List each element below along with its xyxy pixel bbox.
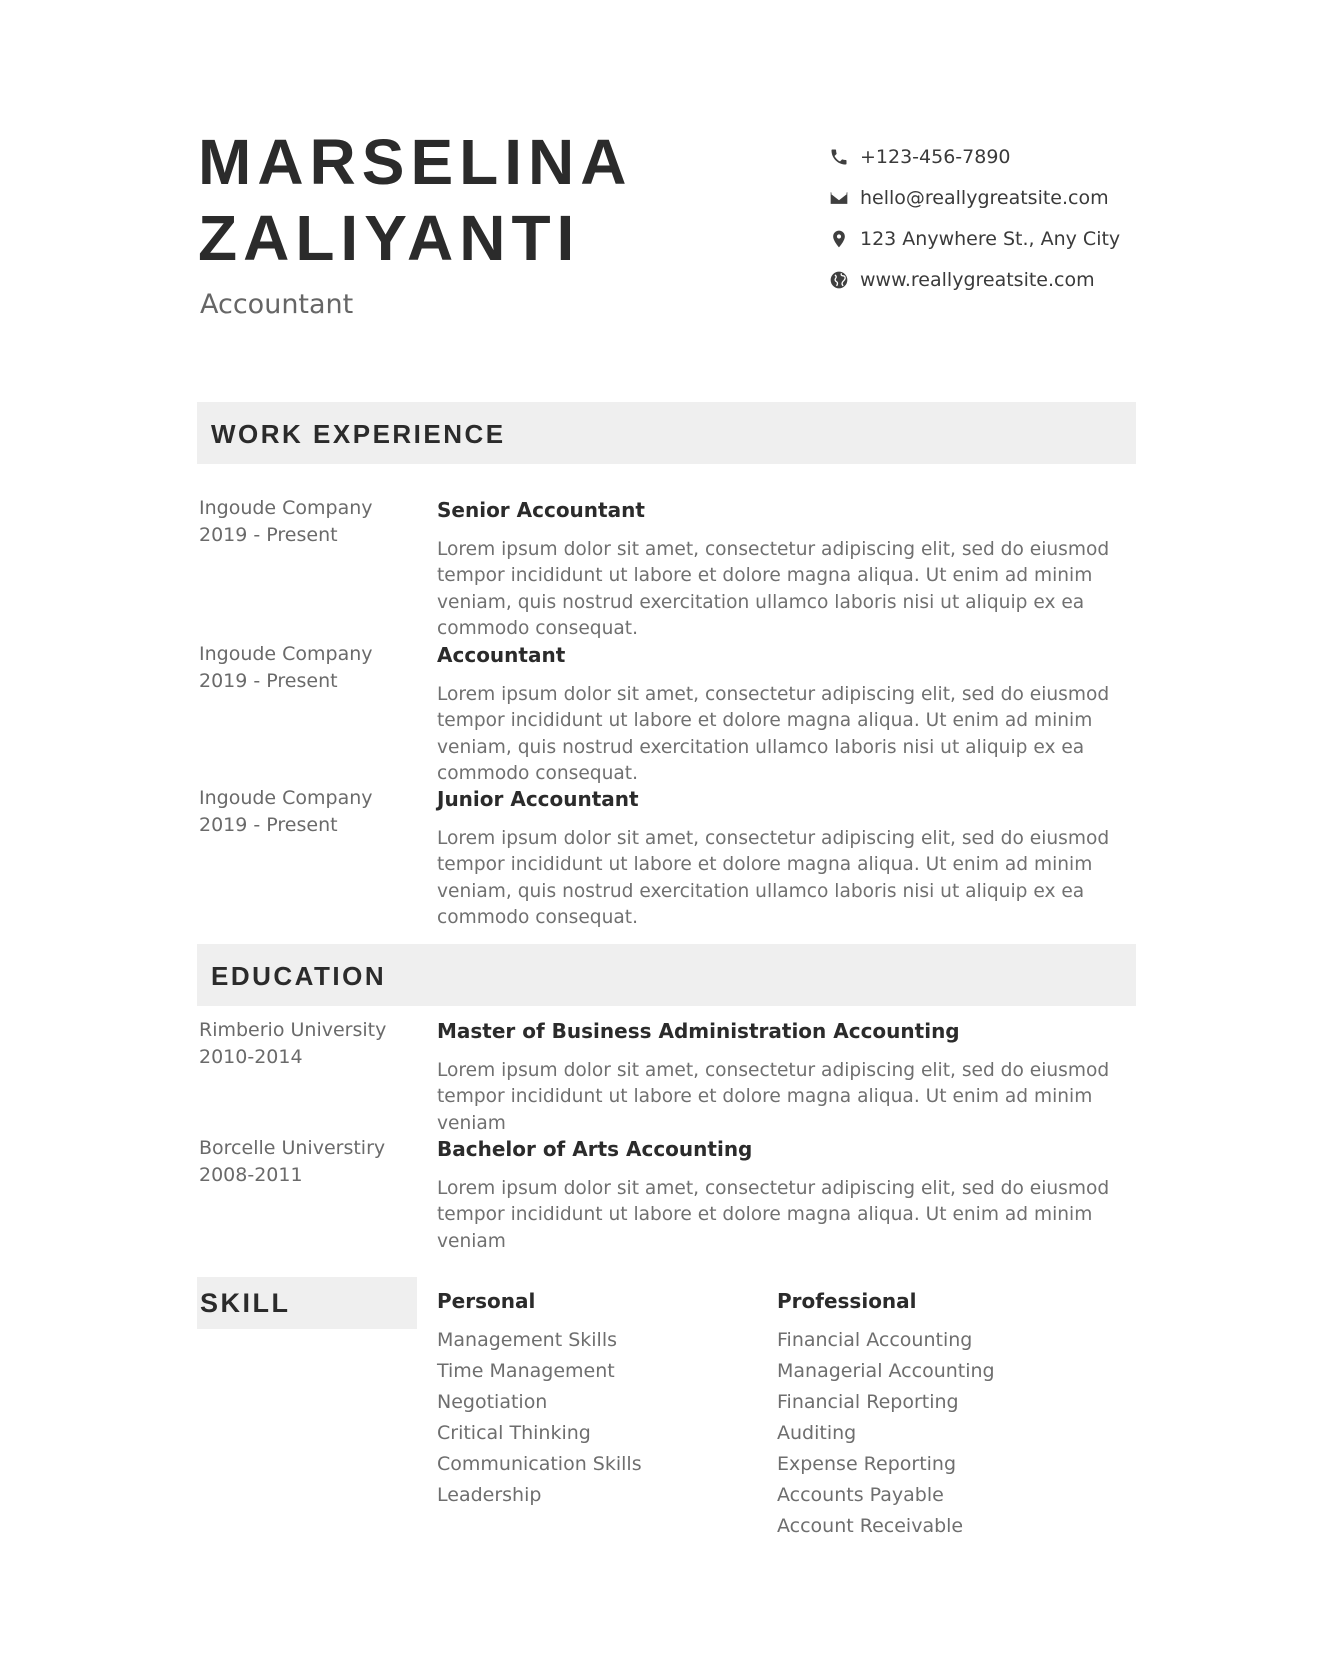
list-item: Auditing — [777, 1422, 857, 1444]
list-item: Time Management — [437, 1360, 615, 1382]
list-item: Critical Thinking — [437, 1422, 591, 1444]
first-name: MARSELINA — [198, 126, 633, 198]
position-description: Lorem ipsum dolor sit amet, consectetur adipiscing elit, sed do eiusmod tempor incididunt ut labore et dolore magna aliqua. Ut enim ad minim veniam, quis nostrud exercitation ullamco laboris nisi ut aliquip ex ea commodo consequat. — [437, 539, 1110, 639]
school-name: Rimberio University — [199, 1019, 387, 1041]
degree-description: Lorem ipsum dolor sit amet, consectetur adipiscing elit, sed do eiusmod tempor incididunt ut labore et dolore magna aliqua. Ut enim ad minim veniam — [437, 1060, 1110, 1134]
globe-icon — [828, 269, 850, 291]
list-item: Managerial Accounting — [777, 1360, 995, 1382]
list-item: Financial Reporting — [777, 1391, 959, 1413]
contact-email — [828, 177, 1248, 218]
education-period: 2010-2014 — [199, 1046, 303, 1068]
work-period: 2019 - Present — [199, 524, 338, 546]
contact-phone — [828, 136, 1248, 177]
personal-skills-title: Personal — [437, 1289, 536, 1313]
work-period: 2019 - Present — [199, 670, 338, 692]
work-entry-meta — [199, 785, 373, 839]
degree-title: Master of Business Administration Accounting — [437, 1019, 960, 1043]
phone-icon — [828, 146, 850, 168]
last-name: ZALIYANTI — [198, 202, 581, 274]
contact-text[interactable]: +123-456-7890 — [860, 145, 1011, 168]
list-item: Communication Skills — [437, 1453, 642, 1475]
contact-text: 123 Anywhere St., Any City — [860, 227, 1121, 250]
degree-description: Lorem ipsum dolor sit amet, consectetur adipiscing elit, sed do eiusmod tempor incididunt ut labore et dolore magna aliqua. Ut enim ad minim veniam — [437, 1178, 1110, 1252]
education-period: 2008-2011 — [199, 1164, 303, 1186]
degree-title: Bachelor of Arts Accounting — [437, 1137, 753, 1161]
position-title: Junior Accountant — [437, 787, 639, 811]
position-title: Accountant — [437, 643, 566, 667]
email-icon — [828, 187, 850, 209]
work-section-title: WORK EXPERIENCE — [211, 419, 506, 449]
position-description: Lorem ipsum dolor sit amet, consectetur adipiscing elit, sed do eiusmod tempor incididunt ut labore et dolore magna aliqua. Ut enim ad minim veniam, quis nostrud exercitation ullamco laboris nisi ut aliquip ex ea commodo consequat. — [437, 684, 1110, 784]
location-icon — [828, 228, 850, 250]
position-description: Lorem ipsum dolor sit amet, consectetur adipiscing elit, sed do eiusmod tempor incididunt ut labore et dolore magna aliqua. Ut enim ad minim veniam, quis nostrud exercitation ullamco laboris nisi ut aliquip ex ea commodo consequat. — [437, 828, 1110, 928]
education-entry-meta — [199, 1017, 386, 1071]
contact-address — [828, 218, 1248, 259]
job-role: Accountant — [200, 289, 354, 320]
skill-section-title: SKILL — [200, 1288, 291, 1318]
contact-list — [828, 136, 1248, 300]
list-item: Account Receivable — [777, 1515, 964, 1537]
work-period: 2019 - Present — [199, 814, 338, 836]
work-entry-meta — [199, 495, 373, 549]
list-item: Management Skills — [437, 1329, 617, 1351]
personal-skills-list — [437, 1325, 642, 1511]
full-name — [198, 124, 632, 276]
education-section-title: EDUCATION — [211, 961, 387, 991]
position-title: Senior Accountant — [437, 498, 645, 522]
education-entry-meta — [199, 1135, 385, 1189]
contact-text[interactable]: www.reallygreatsite.com — [860, 268, 1095, 291]
work-entry-meta — [199, 641, 373, 695]
list-item: Expense Reporting — [777, 1453, 957, 1475]
professional-skills-list — [777, 1325, 995, 1542]
contact-website — [828, 259, 1248, 300]
company-name: Ingoude Company — [199, 497, 373, 519]
contact-text[interactable]: hello@reallygreatsite.com — [860, 186, 1109, 209]
company-name: Ingoude Company — [199, 787, 373, 809]
list-item: Financial Accounting — [777, 1329, 973, 1351]
company-name: Ingoude Company — [199, 643, 373, 665]
list-item: Leadership — [437, 1484, 542, 1506]
list-item: Accounts Payable — [777, 1484, 944, 1506]
school-name: Borcelle Universtiry — [199, 1137, 386, 1159]
professional-skills-title: Professional — [777, 1289, 917, 1313]
list-item: Negotiation — [437, 1391, 548, 1413]
